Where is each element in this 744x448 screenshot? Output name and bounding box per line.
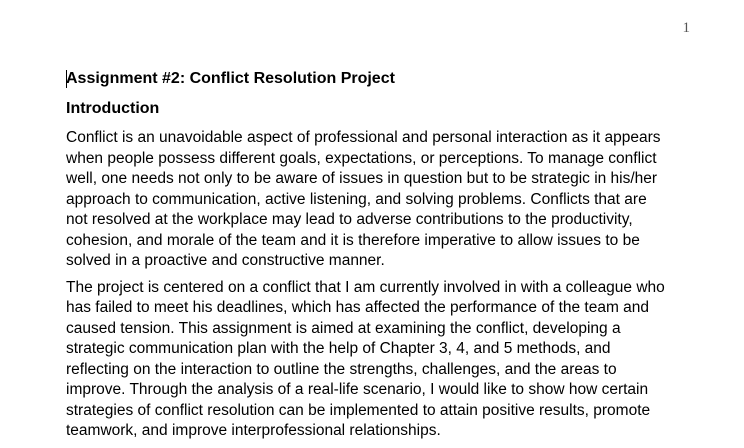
paragraph-line: when people possess different goals, expectations, or perceptions. To manage conflict: [66, 149, 657, 167]
paragraph-line: The project is centered on a conflict that I am currently involved in with a colleague who: [66, 278, 665, 296]
paragraph-line: not resolved at the workplace may lead to adverse contributions to the productivity,: [66, 211, 633, 228]
paragraph-1: [66, 128, 706, 272]
document-body[interactable]: [66, 68, 706, 448]
page-number: 1: [682, 20, 690, 36]
paragraph-line: strategic communication plan with the help of Chapter 3, 4, and 5 methods, and: [66, 340, 611, 357]
paragraph-line: well, one needs not only to be aware of issues in question but to be strategic in his/her: [66, 170, 658, 187]
paragraph-line: improve. Through the analysis of a real-life scenario, I would like to show how certain: [66, 381, 649, 398]
paragraph-line: strategies of conflict resolution can be implemented to attain positive results, promote: [66, 401, 651, 419]
paragraph-line: solved in a proactive and constructive manner.: [66, 252, 385, 269]
paragraph-line: Conflict is an unavoidable aspect of professional and personal interaction as it appears: [66, 129, 661, 146]
paragraph-line: cohesion, and morale of the team and it is therefore imperative to allow issues to be: [66, 231, 640, 249]
paragraph-line: reflecting on the interaction to outline the strengths, challenges, and the areas to: [66, 360, 617, 378]
paragraph-line: has failed to meet his deadlines, which has affected the performance of the team and: [66, 299, 650, 316]
paragraph-2: [66, 278, 706, 442]
document-title: Assignment #2: Conflict Resolution Project: [66, 70, 395, 87]
paragraph-line: approach to communication, active listening, and solving problems. Conflicts that are: [66, 190, 647, 208]
paragraph-line: teamwork, and improve interprofessional relationships.: [66, 422, 441, 439]
section-heading-introduction: Introduction: [66, 100, 160, 117]
paragraph-line: caused tension. This assignment is aimed at examining the conflict, developing a: [66, 319, 621, 337]
